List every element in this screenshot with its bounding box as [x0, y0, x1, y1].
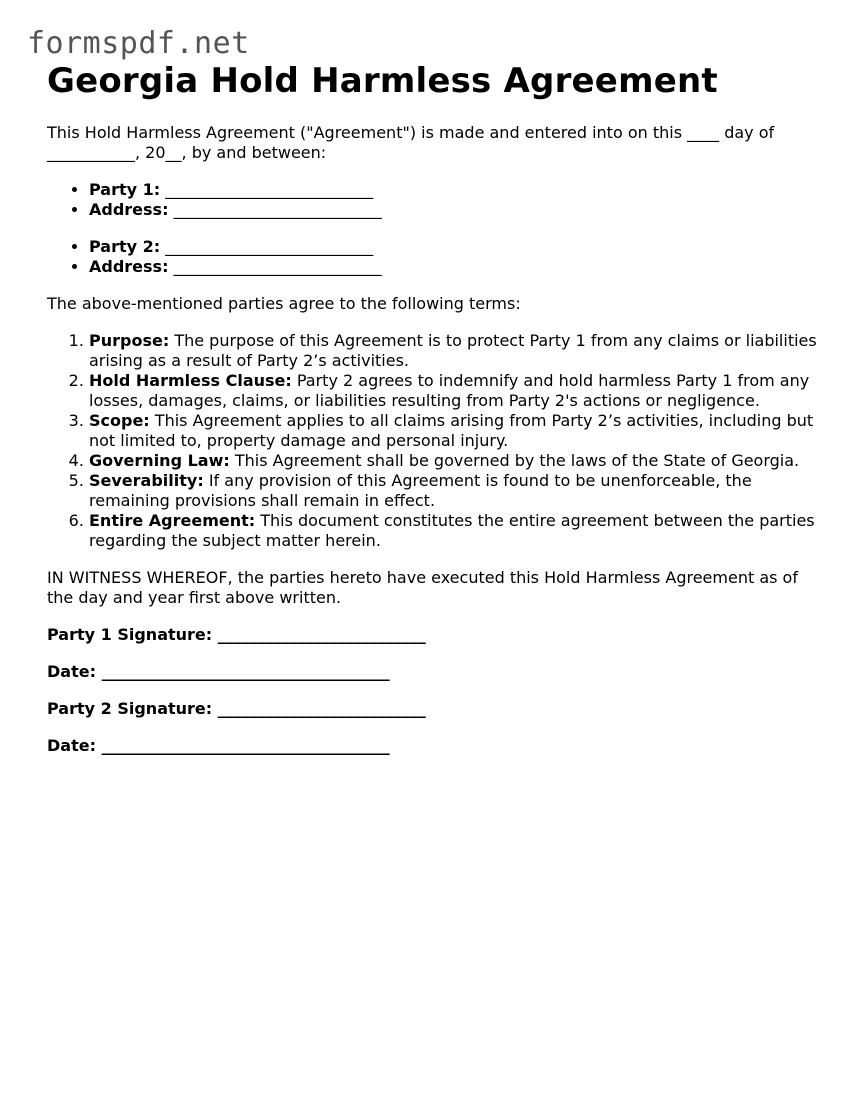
- term-label: Hold Harmless Clause:: [89, 371, 292, 390]
- party-1-signature-blank: __________________________: [217, 625, 426, 644]
- party-2-list: [47, 237, 822, 277]
- party-1-signature-label: Party 1 Signature:: [47, 625, 213, 644]
- party-1-address-label: Address:: [89, 200, 169, 219]
- term-text: Party 2 agrees to indemnify and hold harmless Party 1 from any losses, damages, claims, or liabilities resulting from Party 2's actions or negligence.: [89, 371, 810, 410]
- party-1-signature-line: [47, 625, 822, 645]
- term-item: [89, 331, 822, 371]
- agreement-document: [47, 60, 822, 756]
- date-1-line: [47, 662, 822, 682]
- term-label: Governing Law:: [89, 451, 230, 470]
- party-2-address-item: [89, 257, 822, 277]
- term-label: Purpose:: [89, 331, 170, 350]
- term-item: [89, 371, 822, 411]
- term-label: Severability:: [89, 471, 204, 490]
- term-item: [89, 411, 822, 451]
- terms-intro: The above-mentioned parties agree to the following terms:: [47, 294, 521, 313]
- witness-paragraph: IN WITNESS WHEREOF, the parties hereto have executed this Hold Harmless Agreement as of the day and year first above written.: [47, 568, 798, 607]
- party-1-name-label: Party 1:: [89, 180, 161, 199]
- term-label: Scope:: [89, 411, 150, 430]
- term-text: This document constitutes the entire agreement between the parties regarding the subject matter herein.: [89, 511, 815, 550]
- site-watermark: formspdf.net: [27, 26, 250, 61]
- term-item: [89, 471, 822, 511]
- term-item: [89, 451, 822, 471]
- date-2-line: [47, 736, 822, 756]
- party-1-address-item: [89, 200, 822, 220]
- party-2-name-label: Party 2:: [89, 237, 161, 256]
- party-2-signature-label: Party 2 Signature:: [47, 699, 213, 718]
- party-2-signature-line: [47, 699, 822, 719]
- party-2-name-item: [89, 237, 822, 257]
- date-2-blank: ____________________________________: [101, 736, 390, 755]
- term-text: This Agreement applies to all claims arising from Party 2’s activities, including but not limited to, property damage and personal injury.: [89, 411, 814, 450]
- party-1-name-blank: __________________________: [165, 180, 374, 199]
- party-1-address-blank: __________________________: [173, 200, 382, 219]
- date-1-blank: ____________________________________: [101, 662, 390, 681]
- term-text: If any provision of this Agreement is found to be unenforceable, the remaining provisions shall remain in effect.: [89, 471, 752, 510]
- party-2-signature-blank: __________________________: [217, 699, 426, 718]
- intro-paragraph: This Hold Harmless Agreement ("Agreement") is made and entered into on this ____ day of ___________, 20__, by and between:: [47, 123, 775, 162]
- term-item: [89, 511, 822, 551]
- date-2-label: Date:: [47, 736, 96, 755]
- term-text: This Agreement shall be governed by the laws of the State of Georgia.: [229, 451, 800, 470]
- party-2-address-blank: __________________________: [173, 257, 382, 276]
- document-title: Georgia Hold Harmless Agreement: [47, 61, 718, 101]
- party-2-name-blank: __________________________: [165, 237, 374, 256]
- party-1-list: [47, 180, 822, 220]
- terms-list: [47, 331, 822, 551]
- term-label: Entire Agreement:: [89, 511, 256, 530]
- party-2-address-label: Address:: [89, 257, 169, 276]
- term-text: The purpose of this Agreement is to protect Party 1 from any claims or liabilities arising as a result of Party 2’s activities.: [89, 331, 817, 370]
- party-1-name-item: [89, 180, 822, 200]
- date-1-label: Date:: [47, 662, 96, 681]
